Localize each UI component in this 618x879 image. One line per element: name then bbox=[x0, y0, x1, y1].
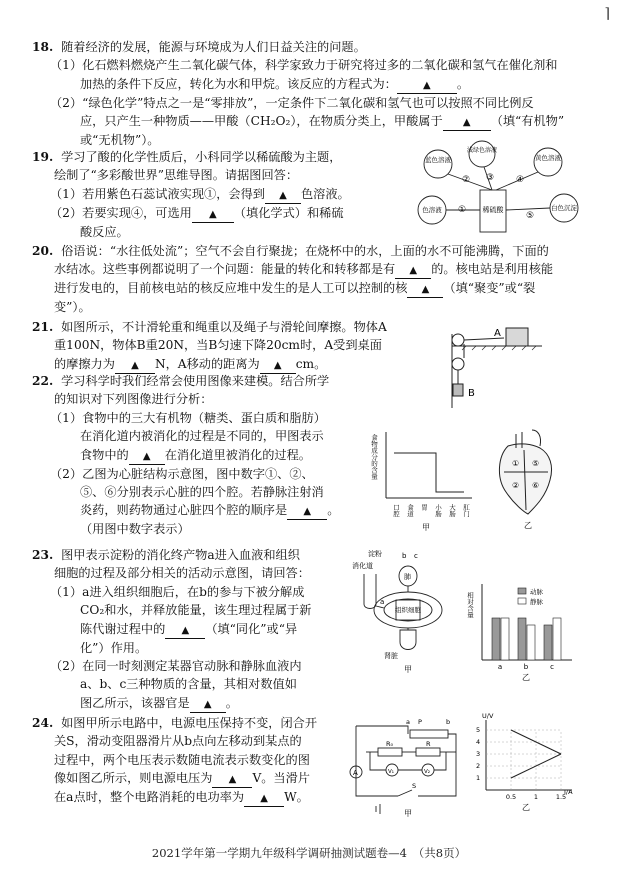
answer-blank[interactable]: ▲ bbox=[287, 503, 327, 520]
blood-content-bar-chart bbox=[466, 580, 576, 684]
node-center-label: 稀硫酸 bbox=[482, 206, 504, 214]
legend-artery: 动脉 bbox=[530, 588, 543, 596]
chart-caption: 甲 bbox=[422, 523, 430, 532]
question-20: 20. 俗语说：“水往低处流”；空气不会自行聚拢；在烧杯中的水，上面的水不可能沸腾，下面的 水结冰。这些事例都说明了一个问题：能量的转化和转移都是有 ▲ 的。核电站是利用核能 进行发电的，目前核电站的核反应堆中发生的是人工可以控制的核 ▲ （填“聚变”或“裂 变”）。 bbox=[32, 244, 554, 315]
answer-blank[interactable]: ▲ bbox=[395, 262, 431, 279]
starch-label: 淀粉 bbox=[368, 550, 382, 558]
r-label: R bbox=[426, 740, 431, 748]
question-number: 24. bbox=[32, 716, 54, 730]
part-2-text: 或“无机物”）。 bbox=[80, 133, 160, 148]
chart-caption: 乙 bbox=[522, 673, 530, 682]
chamber-1-label: ① bbox=[512, 459, 520, 468]
edge-label: ① bbox=[458, 205, 467, 215]
question-number: 22. bbox=[32, 374, 54, 388]
point-a-label: a bbox=[406, 718, 410, 726]
part-2-text: （2）“绿色化学”特点之一是“零排放”，一定条件下二氧化碳和氢气也可以按照不同比例反 bbox=[50, 95, 534, 110]
block-a bbox=[506, 328, 528, 346]
resistor-r bbox=[416, 748, 440, 756]
bar-b-vein bbox=[527, 625, 535, 660]
block-b-label: B bbox=[468, 388, 475, 399]
answer-blank[interactable]: ▲ bbox=[129, 448, 165, 465]
chamber-5-label: ⑤ bbox=[532, 459, 540, 468]
switch-label: S bbox=[412, 782, 417, 790]
question-number: 23. bbox=[32, 548, 54, 562]
fixed-pulley bbox=[452, 334, 464, 346]
y-axis-label: U/V bbox=[482, 712, 494, 720]
kidney bbox=[400, 630, 416, 650]
r0-label: R₀ bbox=[386, 740, 394, 748]
digestive-tract-label: 消化道 bbox=[352, 562, 373, 570]
answer-blank[interactable]: ▲ bbox=[212, 771, 252, 788]
node-yellow-label: 黄色溶液 bbox=[535, 154, 561, 162]
substance-b-label: b bbox=[402, 552, 407, 560]
kidney-label: 肾脏 bbox=[384, 652, 398, 660]
acid-mind-map-diagram bbox=[408, 140, 594, 236]
legend-vein: 静脉 bbox=[530, 598, 543, 606]
answer-blank[interactable]: ▲ bbox=[265, 187, 301, 204]
bar-c-vein bbox=[553, 618, 561, 660]
node-blue-label: 蓝色溶液 bbox=[425, 156, 451, 164]
block-a-label: A bbox=[494, 328, 501, 339]
legend-swatch-vein bbox=[518, 598, 526, 604]
y-axis-label: 食物成分的含量 bbox=[370, 434, 378, 480]
question-number: 19. bbox=[32, 150, 54, 164]
bar-a-artery bbox=[492, 618, 500, 660]
edge-label: ③ bbox=[486, 173, 495, 183]
y-tick-label: 4 bbox=[476, 738, 481, 746]
chamber-6-label: ⑥ bbox=[532, 481, 540, 490]
edge-label: ⑤ bbox=[526, 211, 535, 221]
x-tick-label: 食道 bbox=[406, 504, 414, 517]
answer-blank[interactable]: ▲ bbox=[115, 357, 155, 374]
x-tick-label: 小肠 bbox=[434, 504, 442, 517]
node-lightgreen bbox=[466, 141, 498, 167]
y-tick-label: 1 bbox=[476, 774, 481, 782]
question-23: 23. 图甲表示淀粉的消化终产物a进入血液和组织 细胞的过程及部分相关的活动示意图，请回答： （1）a进入组织细胞后，在b的参与下被分解成 CO₂和水，并释放能量，该生理过程属于新 陈代谢过程中的 ▲ （填“同化”或“异 化”）作用。 （2）在同一时刻测定某器官动脉和静脉血液内 a、b、c三种物质的含量，其相对数值如 图乙所示，该器官是 ▲ 。 bbox=[32, 546, 352, 713]
node-color-label: 色溶液 bbox=[422, 206, 442, 214]
resistor-r0 bbox=[378, 748, 402, 756]
answer-blank[interactable]: ▲ bbox=[443, 114, 491, 131]
digestion-line-chart bbox=[368, 428, 478, 534]
substance-c-label: c bbox=[414, 552, 418, 560]
point-b-label: b bbox=[446, 718, 451, 726]
switch bbox=[398, 790, 412, 796]
substance-a-label: a bbox=[380, 598, 385, 606]
part-2-text: 应，只产生一种物质——甲酸（CH₂O₂），在物质分类上，甲酸属于 bbox=[80, 114, 443, 129]
circuit-diagram bbox=[346, 712, 464, 818]
blood-circulation-diagram bbox=[350, 546, 454, 676]
x-tick-label: b bbox=[523, 663, 529, 671]
x-tick-label: 1 bbox=[533, 793, 539, 801]
answer-blank[interactable]: ▲ bbox=[192, 206, 234, 223]
legend-swatch-artery bbox=[518, 588, 526, 594]
x-tick-label: 胃 bbox=[420, 504, 428, 511]
part-1-text: 加热的条件下反应，转化为水和甲烷。该反应的方程式为： bbox=[80, 76, 397, 91]
voltage-current-graph bbox=[468, 710, 580, 814]
part-1-text: （1）化石燃料燃烧产生二氧化碳气体，科学家致力于研究将过多的二氧化碳和氢气在催化剂和 bbox=[50, 58, 558, 73]
v1-label: V₁ bbox=[388, 769, 394, 775]
v2-label: V₂ bbox=[424, 769, 430, 775]
answer-blank[interactable]: ▲ bbox=[260, 357, 296, 374]
x-tick-label: 肛门 bbox=[462, 504, 470, 517]
figure-caption: 甲 bbox=[404, 665, 412, 674]
node-lightgreen-label: 浅绿色溶液 bbox=[466, 147, 498, 154]
node-blue bbox=[424, 150, 452, 178]
slide-rheostat bbox=[410, 730, 448, 738]
answer-blank[interactable]: ▲ bbox=[397, 77, 457, 94]
tissue-cell-label: 组织细胞 bbox=[395, 606, 421, 614]
block-b bbox=[453, 384, 463, 396]
answer-blank[interactable]: ▲ bbox=[244, 790, 284, 807]
heart-caption: 乙 bbox=[524, 521, 532, 530]
question-19: 19. 学习了酸的化学性质后，小科同学以稀硫酸为主题， 绘制了“多彩酸世界”思维导图。请据图回答： （1）若用紫色石蕊试液实现①，会得到 ▲ 色溶液。 （2）若要实现④，可选用 ▲ （填化学式）和稀硫 酸反应。 bbox=[32, 150, 350, 239]
heart-diagram bbox=[488, 426, 560, 530]
movable-pulley bbox=[452, 358, 464, 370]
question-number: 18. bbox=[32, 40, 54, 54]
series-line bbox=[394, 453, 464, 492]
answer-blank[interactable]: ▲ bbox=[190, 696, 226, 713]
x-tick-label: 口腔 bbox=[392, 504, 400, 517]
x-tick-label: c bbox=[550, 663, 554, 671]
x-tick-label: a bbox=[497, 663, 503, 671]
question-22: 22. 学习科学时我们经常会使用图像来建模。结合所学 的知识对下列图像进行分析： （1）食物中的三大有机物（糖类、蛋白质和脂肪） 在消化道内被消化的过程是不同的，甲图表示 食物中的 ▲ 在消化道里被消化的过程。 （2）乙图为心脏结构示意图，图中数字①、②、 ⑤、⑥分别表示心脏的四个腔。若静脉注射消 炎药，则药物通过心脏四个腔的顺序是 ▲ 。 （用图中数字表示） bbox=[32, 374, 340, 537]
page-footer: 2021学年第一学期九年级科学调研抽测试题卷—4 （共8页） bbox=[151, 846, 467, 860]
edge-label: ④ bbox=[516, 175, 525, 185]
question-24: 24. 如图甲所示电路中，电源电压保持不变，闭合开 关S，滑动变阻器滑片从b点向左移动到某点的 过程中，两个电压表示数随电流表示数变化的图 像如图乙所示，则电源电压为 ▲ V。当滑片 在a点时，整个电路消耗的电功率为 ▲ W。 bbox=[32, 714, 352, 807]
y-tick-label: 3 bbox=[476, 750, 481, 758]
question-stem: 随着经济的发展，能源与环境成为人们日益关注的问题。 bbox=[61, 40, 366, 54]
bar-c-artery bbox=[544, 625, 552, 660]
chamber-2-label: ② bbox=[512, 481, 520, 490]
x-tick-label: 1.5 bbox=[555, 793, 567, 801]
slider-p-label: P bbox=[418, 718, 422, 726]
pulley-diagram bbox=[422, 316, 552, 408]
y-axis-label: 相对含量 bbox=[466, 592, 474, 618]
question-18: 18. 随着经济的发展，能源与环境成为人们日益关注的问题。 （1）化石燃料燃烧产生二氧化碳气体，科学家致力于研究将过多的二氧化碳和氢气在催化剂和 加热的条件下反应，转化为水和甲烷。该反应的方程式为： ▲ 。 （2）“绿色化学”特点之一是“零排放”，一定条件下二氧化碳和氢气也可以按照不同比例反 应，只产生一种物质——甲酸（CH₂O₂），在物质分类上，甲酸属于 ▲ （填“有机物” 或“无机物”）。 bbox=[32, 40, 565, 148]
digestive-tract bbox=[364, 574, 376, 609]
graph-caption: 乙 bbox=[522, 803, 530, 812]
edge-label: ② bbox=[462, 175, 471, 185]
x-tick-label: 0.5 bbox=[505, 793, 517, 801]
node-white-label: 白色沉淀 bbox=[551, 204, 577, 212]
answer-blank[interactable]: ▲ bbox=[407, 281, 443, 298]
bar-a-vein bbox=[501, 618, 509, 660]
x-axis-label: I/A bbox=[564, 788, 573, 796]
circuit-caption: 甲 bbox=[404, 809, 412, 818]
bar-b-artery bbox=[518, 618, 526, 660]
node-yellow bbox=[534, 148, 562, 176]
question-number: 21. bbox=[32, 320, 54, 334]
page-corner-mark: ⌉ bbox=[604, 6, 610, 22]
ammeter-label: A bbox=[353, 769, 358, 777]
question-number: 20. bbox=[32, 244, 54, 258]
lung-label: 肺 bbox=[404, 573, 411, 581]
answer-blank[interactable]: ▲ bbox=[165, 622, 205, 639]
y-tick-label: 5 bbox=[476, 726, 481, 734]
y-tick-label: 2 bbox=[476, 762, 481, 770]
question-21: 21. 如图所示，不计滑轮重和绳重以及绳子与滑轮间摩擦。物体A 重100N，物体B重20N，当B匀速下降20cm时，A受到桌面 的摩擦力为 ▲ N，A移动的距离为 ▲ cm。 bbox=[32, 318, 412, 374]
x-tick-label: 大肠 bbox=[448, 504, 456, 517]
